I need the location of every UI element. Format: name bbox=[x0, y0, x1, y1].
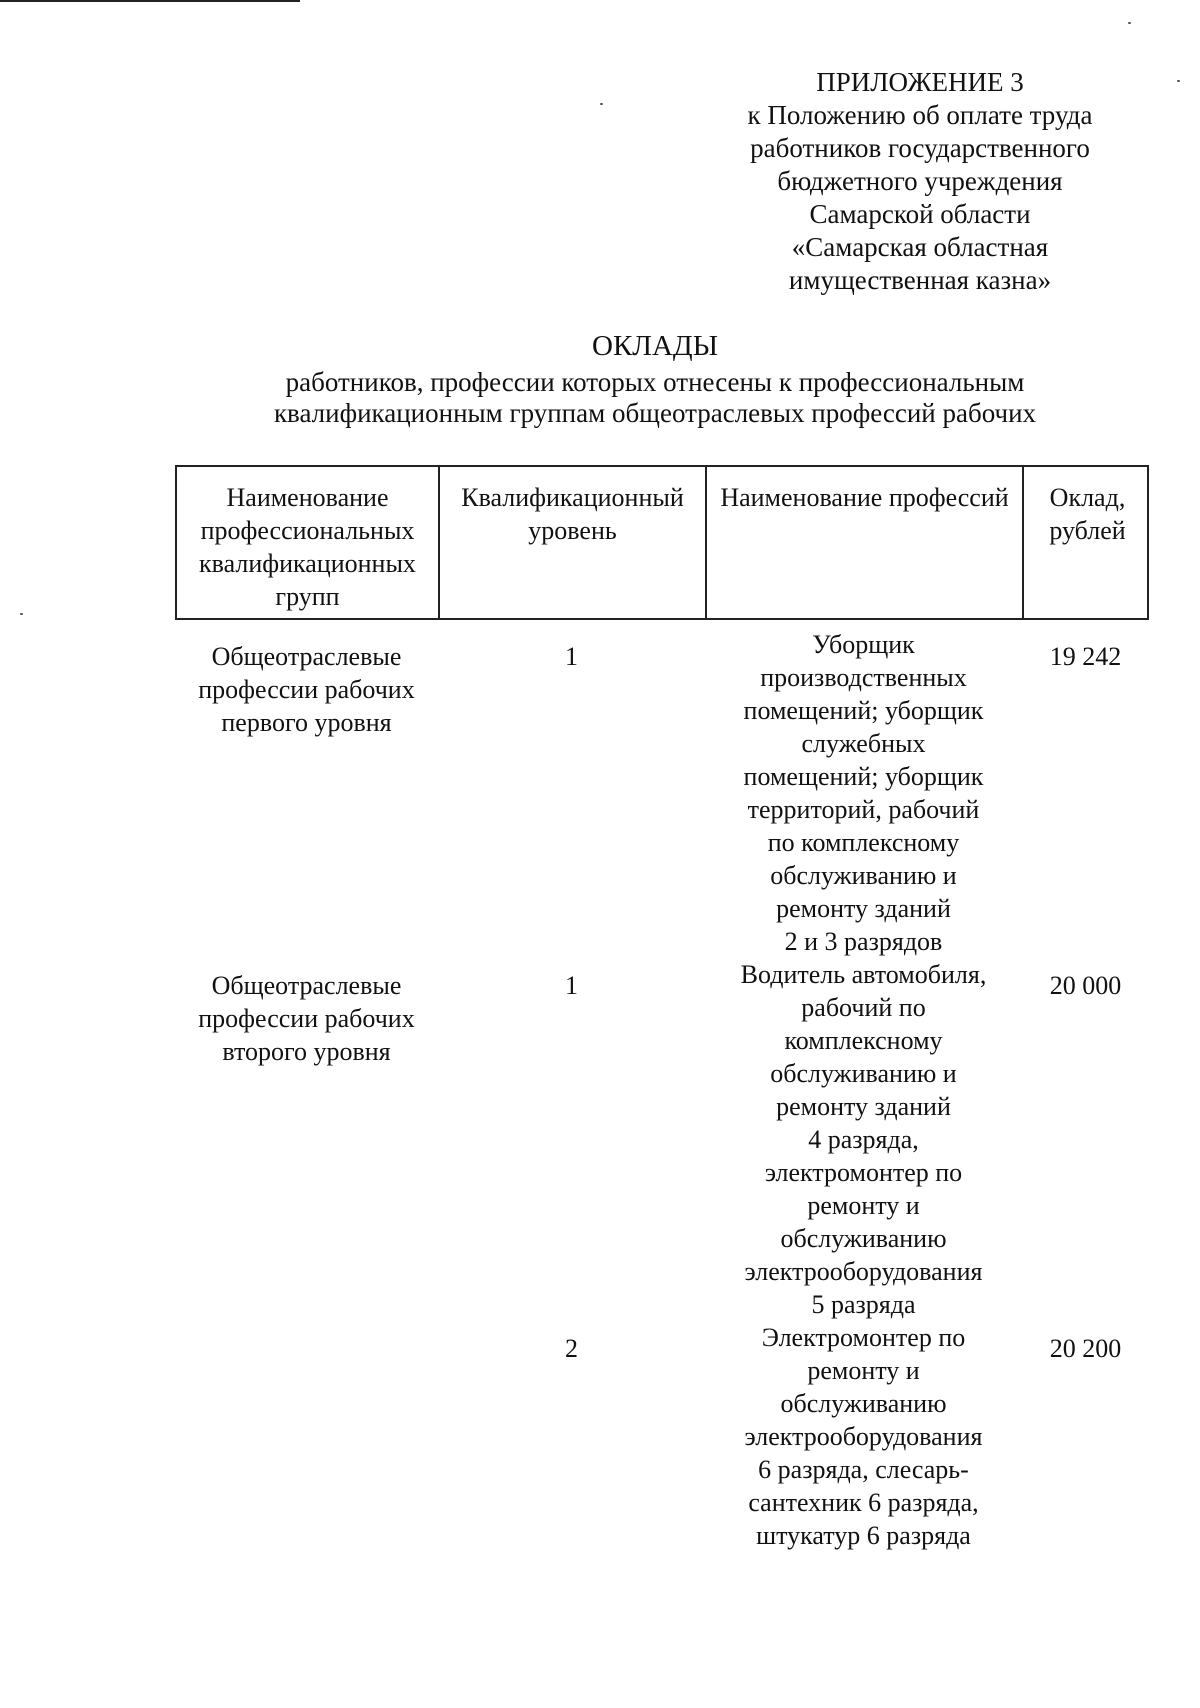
table-row bbox=[175, 958, 1149, 1321]
document-title-block bbox=[175, 327, 1135, 429]
document-subtitle-line: работников, профессии которых отнесены к профессиональным bbox=[285, 367, 1025, 397]
level-cell: 2 bbox=[565, 1334, 578, 1363]
professions-cell: Водитель автомобиля, рабочий по комплексному обслуживанию и ремонту зданий 4 разряда, электромонтер по ремонту и обслуживанию электрооборудования 5 разряда bbox=[740, 960, 987, 1319]
salary-table bbox=[175, 465, 1149, 1552]
group-name-cell: Общеотраслевые профессии рабочих второго уровня bbox=[198, 971, 415, 1066]
document-subtitle-line: квалификационным группам общеотраслевых профессий рабочих bbox=[273, 398, 1037, 428]
professions-cell: Уборщик производственных помещений; уборщик служебных помещений; уборщик территорий, рабочий по комплексному обслуживанию и ремонту зданий 2 и 3 разрядов bbox=[743, 630, 984, 956]
scan-speck bbox=[20, 613, 23, 615]
appendix-line: имущественная казна» bbox=[788, 265, 1052, 295]
salary-cell: 19 242 bbox=[1049, 642, 1122, 671]
salary-cell: 20 000 bbox=[1049, 971, 1122, 1000]
appendix-line: к Положению об оплате труда bbox=[747, 100, 1093, 130]
level-cell: 1 bbox=[565, 642, 578, 671]
appendix-title: ПРИЛОЖЕНИЕ 3 bbox=[816, 67, 1024, 97]
header-qualification-level: Квалификационный уровень bbox=[440, 467, 707, 618]
table-row bbox=[175, 1321, 1149, 1552]
table-body bbox=[175, 628, 1149, 1552]
salary-cell: 20 200 bbox=[1049, 1334, 1122, 1363]
header-profession-name: Наименование профессий bbox=[707, 467, 1024, 618]
header-group-name: Наименование профессиональных квалификационных групп bbox=[177, 467, 440, 618]
appendix-line: «Самарская областная bbox=[791, 232, 1049, 262]
professions-cell: Электромонтер по ремонту и обслуживанию электрооборудования 6 разряда, слесарь- сантехник 6 разряда, штукатур 6 разряда bbox=[744, 1323, 983, 1550]
table-row bbox=[175, 628, 1149, 958]
level-cell: 1 bbox=[565, 971, 578, 1000]
appendix-line: Самарской области bbox=[809, 199, 1031, 229]
scan-speck bbox=[600, 103, 603, 105]
table-header-row bbox=[175, 465, 1149, 620]
group-name-cell: Общеотраслевые профессии рабочих первого уровня bbox=[198, 642, 415, 737]
appendix-header bbox=[700, 66, 1140, 297]
scan-speck bbox=[1128, 22, 1131, 24]
appendix-line: работников государственного bbox=[750, 133, 1090, 163]
appendix-line: бюджетного учреждения bbox=[777, 166, 1063, 196]
scan-speck bbox=[1177, 80, 1180, 82]
document-title: ОКЛАДЫ bbox=[592, 330, 718, 362]
group-name-cell bbox=[175, 1321, 438, 1552]
header-salary: Оклад, рублей bbox=[1049, 483, 1126, 545]
scan-edge-line bbox=[0, 0, 300, 2]
